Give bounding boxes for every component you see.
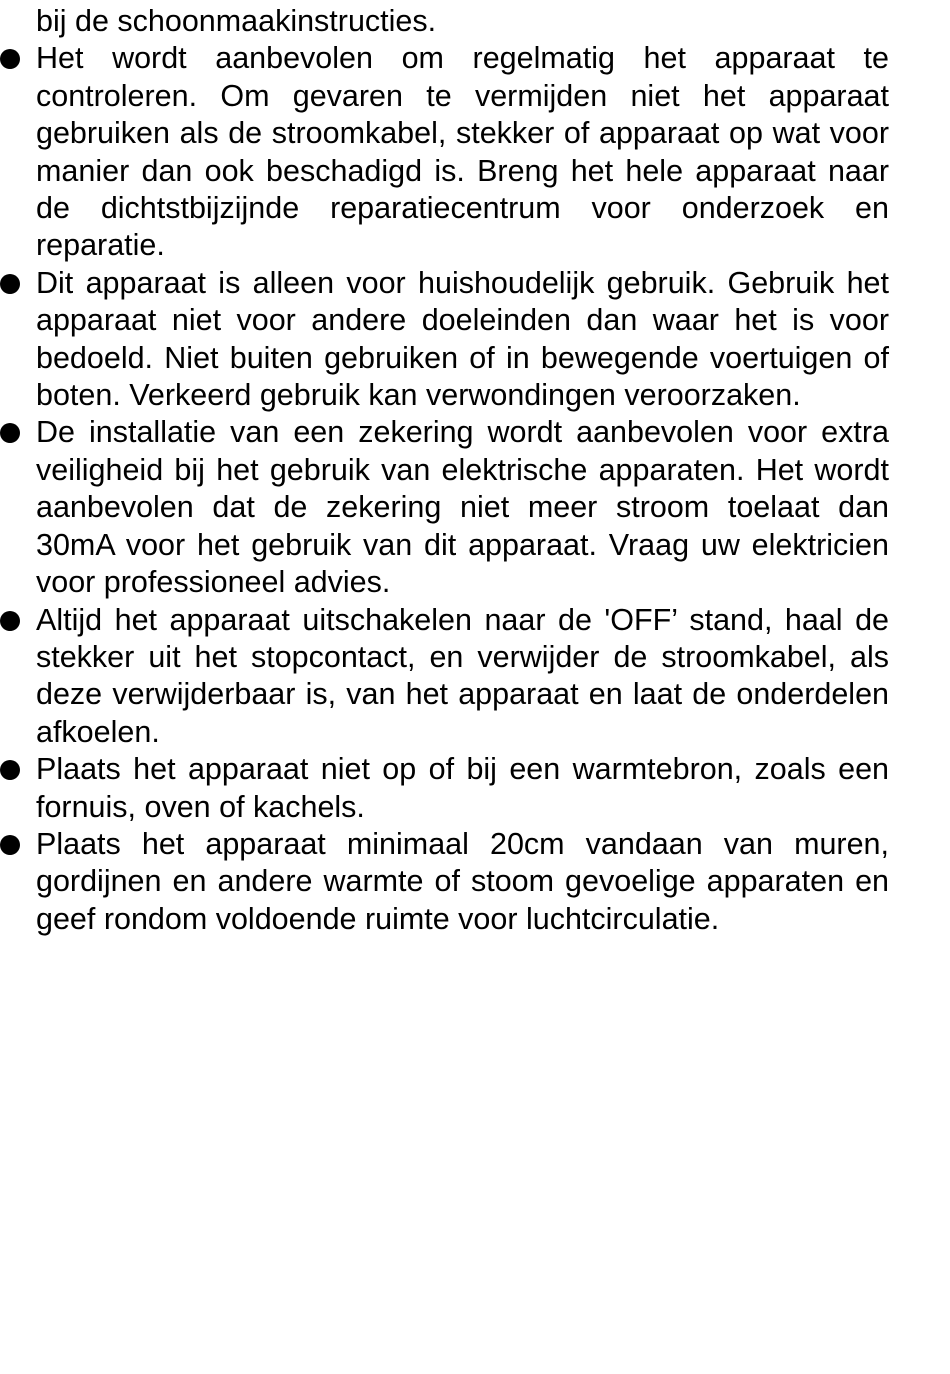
continued-text: bij de schoonmaakinstructies.	[36, 4, 437, 38]
bullet-icon	[0, 49, 20, 69]
bullet-icon	[0, 611, 20, 631]
list-item-text: Altijd het apparaat uitschakelen naar de 'OFF’ stand, haal de stekker uit het stopcontact, en verwijder de stroomkabel, als deze verwijderbaar is, van het apparaat en laat de onderdelen afkoelen.	[36, 602, 889, 749]
safety-list	[36, 40, 889, 938]
list-item-text: Plaats het apparaat minimaal 20cm vandaan van muren, gordijnen en andere warmte of stoom gevoelige apparaten en geef rondom voldoende ruimte voor luchtcirculatie.	[36, 826, 889, 936]
list-item	[36, 826, 889, 938]
list-item-text: Plaats het apparaat niet op of bij een warmtebron, zoals een fornuis, oven of kachels.	[36, 752, 889, 824]
bullet-icon	[0, 423, 20, 443]
list-item	[36, 265, 889, 415]
list-item	[36, 40, 889, 264]
list-item	[36, 602, 889, 752]
bullet-icon	[0, 835, 20, 855]
safety-instructions	[36, 3, 889, 938]
list-item-text: De installatie van een zekering wordt aanbevolen voor extra veiligheid bij het gebruik van elektrische apparaten. Het wordt aanbevolen dat de zekering niet meer stroom toelaat dan 30mA voor het gebruik van dit apparaat. Vraag uw elektricien voor professioneel advies.	[36, 415, 889, 600]
bullet-icon	[0, 760, 20, 780]
list-item	[36, 751, 889, 826]
list-item-text: Het wordt aanbevolen om regelmatig het apparaat te controleren. Om gevaren te vermijden niet het apparaat gebruiken als de stroomkabel, stekker of apparaat op wat voor manier dan ook beschadigd is. Breng het hele apparaat naar de dichtstbijzijnde reparatiecentrum voor onderzoek en reparatie.	[36, 41, 889, 263]
list-item	[36, 414, 889, 601]
bullet-icon	[0, 274, 20, 294]
list-item-text: Dit apparaat is alleen voor huishoudelijk gebruik. Gebruik het apparaat niet voor andere doeleinden dan waar het is voor bedoeld. Niet buiten gebruiken of in bewegende voertuigen of boten. Verkeerd gebruik kan verwondingen veroorzaken.	[36, 265, 889, 413]
